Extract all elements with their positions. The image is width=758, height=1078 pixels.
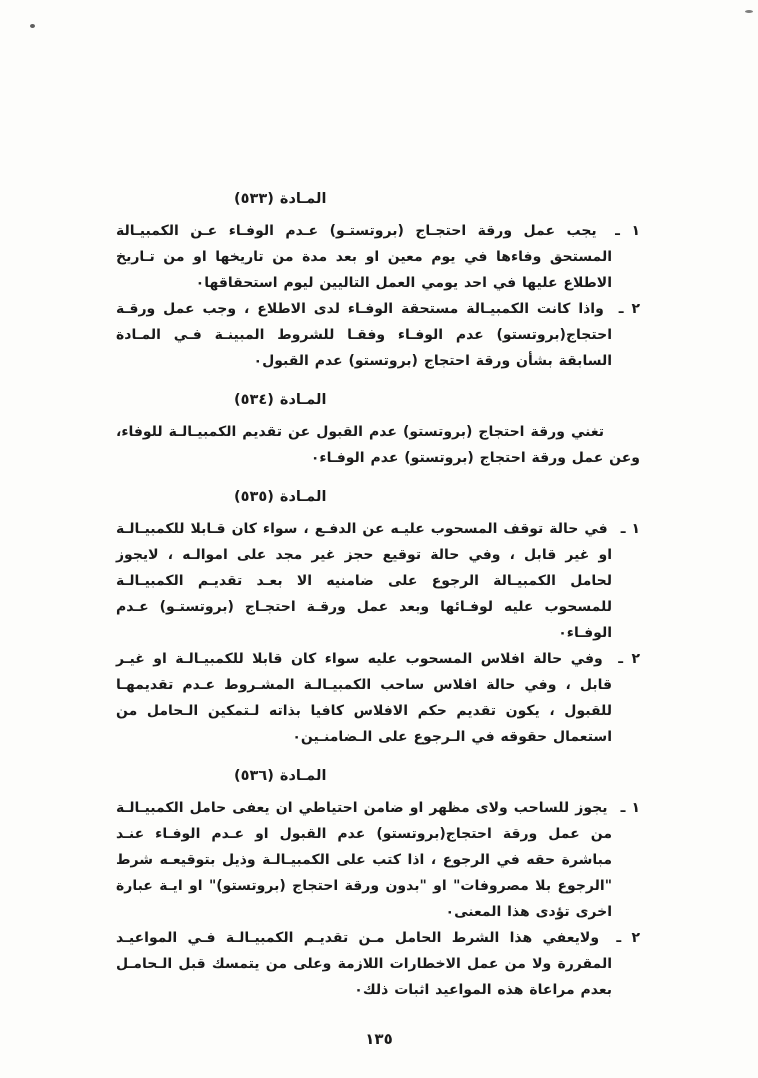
clause [116,925,640,1003]
clause [116,516,640,646]
clause-text: يجب عمل ورقة احتجـاج (بروتستـو) عـدم الوفـاء عـن الكمبيـالة المستحق وفاءها في يوم معين او بعد مدة من تاريخها او من تـاريخ الاطلاع عليها في احد يومي العمل التاليين ليوم استحقاقها٠ [116,223,612,291]
clause-text: وفي حالة افلاس المسحوب عليه سواء كان قابلا للكمبيـالـة او غيـر قابل ، وفي حالة افلاس ساحب الكمبيـالـة المشـروط عـدم تقديمهـا للقبول ، يكون تقديم حكم الافلاس كافيا بذاته لـتمكين الـحامل من استعمال حقوقه في الـرجوع على الـضامنـين٠ [116,651,612,745]
article-536 [116,763,640,1003]
clause-number: ٢ ـ [618,301,640,317]
clause-number: ١ ـ [615,223,640,239]
article-534 [116,387,640,471]
clause [116,795,640,925]
article-heading: المـادة (٥٣٣) [234,191,327,207]
clause-number: ١ ـ [620,800,641,816]
clause [116,296,640,374]
page-content [116,186,640,1016]
clause-text: تغني ورقة احتجاج (بروتستو) عدم القبول عن تقديم الكمبيـالـة للوفاء، وعن عمل ورقة احتجاج (بروتستو) عدم الوفـاء٠ [116,424,640,466]
article-heading: المـادة (٥٣٥) [234,489,327,505]
clause-text: ولايعفي هذا الشرط الحامل مـن تقديـم الكمبيـالـة فـي المواعيـد المقررة ولا من عمل الاخطارات اللازمة وعلى من يتمسك قبل الـحامـل بعدم مراعاة هذه المواعيد اثبات ذلك٠ [116,930,612,998]
clause-text: في حالة توقف المسحوب عليـه عن الدفـع ، سواء كان قـابلا للكمبيـالـة او غير قابل ، وفي حالة توقيع حجز غير مجد على اموالـه ، لايجوز لحامل الكمبيـالة الرجوع على ضامنيه الا بعـد تقديـم الكمبيـالـة للمسحوب عليه لوفـائها وبعد عمل ورقـة احتجـاج (بروتستـو) عـدم الوفـاء٠ [116,521,612,641]
clause-number: ٢ ـ [616,930,640,946]
clause [116,218,640,296]
article-533 [116,186,640,374]
scan-speck [30,24,35,28]
clause [116,646,640,750]
clause-number: ١ ـ [620,521,641,537]
article-535 [116,484,640,750]
clause-text: يجوز للساحب ولاى مظهر او ضامن احتياطي ان يعفى حامل الكمبيـالـة من عمل ورقة احتجاج(بروتستو) عدم القبول او عـدم الوفـاء عنـد مباشرة حقه في الرجوع ، اذا كتب على الكمبيـالـة وذيل بتوقيعـه شرط "الرجوع بلا مصروفات" او "بدون ورقة احتجاج (بروتستو)" او ايـة عبارة اخرى تؤدى هذا المعنى٠ [116,800,612,920]
article-heading: المـادة (٥٣٦) [234,768,327,784]
article-heading: المـادة (٥٣٤) [234,392,327,408]
scan-speck [745,10,753,13]
clause [116,419,640,471]
clause-number: ٢ ـ [618,651,640,667]
page-number: ١٣٥ [365,1030,393,1048]
clause-text: واذا كانت الكمبيـالة مستحقة الوفـاء لدى الاطلاع ، وجب عمل ورقـة احتجاج(بروتستو) عدم الوفـاء وفقـا للشروط المبينـة فـي المـادة السابقة بشأن ورقة احتجاج (بروتستو) عدم القبول٠ [116,301,612,369]
